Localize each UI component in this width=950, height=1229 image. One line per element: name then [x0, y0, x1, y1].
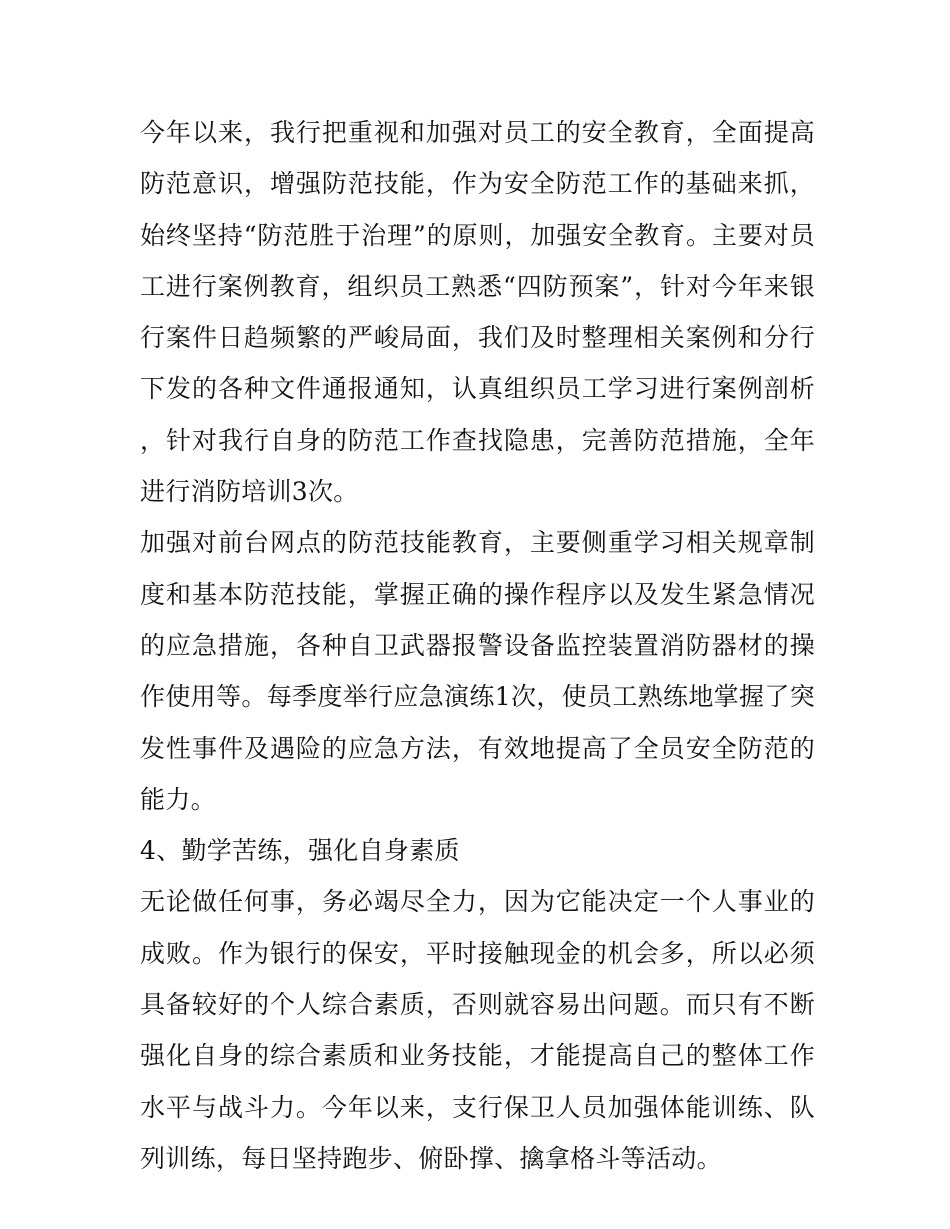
- paragraph-self-improvement: 无论做任何事，务必竭尽全力，因为它能决定一个人事业的成败。作为银行的保安，平时接触现金的机会多，所以必须具备较好的个人综合素质，否则就容易出问题。而只有不断强化自身的综合素质和业务技能，才能提高自己的整体工作水平与战斗力。今年以来，支行保卫人员加强体能训练、队列训练，每日坚持跑步、俯卧撑、擒拿格斗等活动。: [140, 887, 815, 1173]
- document-body: [140, 107, 815, 1184]
- section-heading: 4、勤学苦练，强化自身素质: [140, 836, 460, 866]
- paragraph-safety-education: 今年以来，我行把重视和加强对员工的安全教育，全面提高防范意识，增强防范技能，作为安全防范工作的基础来抓，始终坚持“防范胜于治理”的原则，加强安全教育。主要对员工进行案例教育，组织员工熟悉“四防预案”，针对今年来银行案件日趋频繁的严峻局面，我们及时整理相关案例和分行下发的各种文件通报通知，认真组织员工学习进行案例剖析，针对我行自身的防范工作查找隐患，完善防范措施，全年进行消防培训3次。: [140, 118, 815, 507]
- paragraph-front-desk-training: 加强对前台网点的防范技能教育，主要侧重学习相关规章制度和基本防范技能，掌握正确的操作程序以及发生紧急情况的应急措施，各种自卫武器报警设备监控装置消防器材的操作使用等。每季度举行应急演练1次，使员工熟练地掌握了突发性事件及遇险的应急方法，有效地提高了全员安全防范的能力。: [140, 528, 815, 814]
